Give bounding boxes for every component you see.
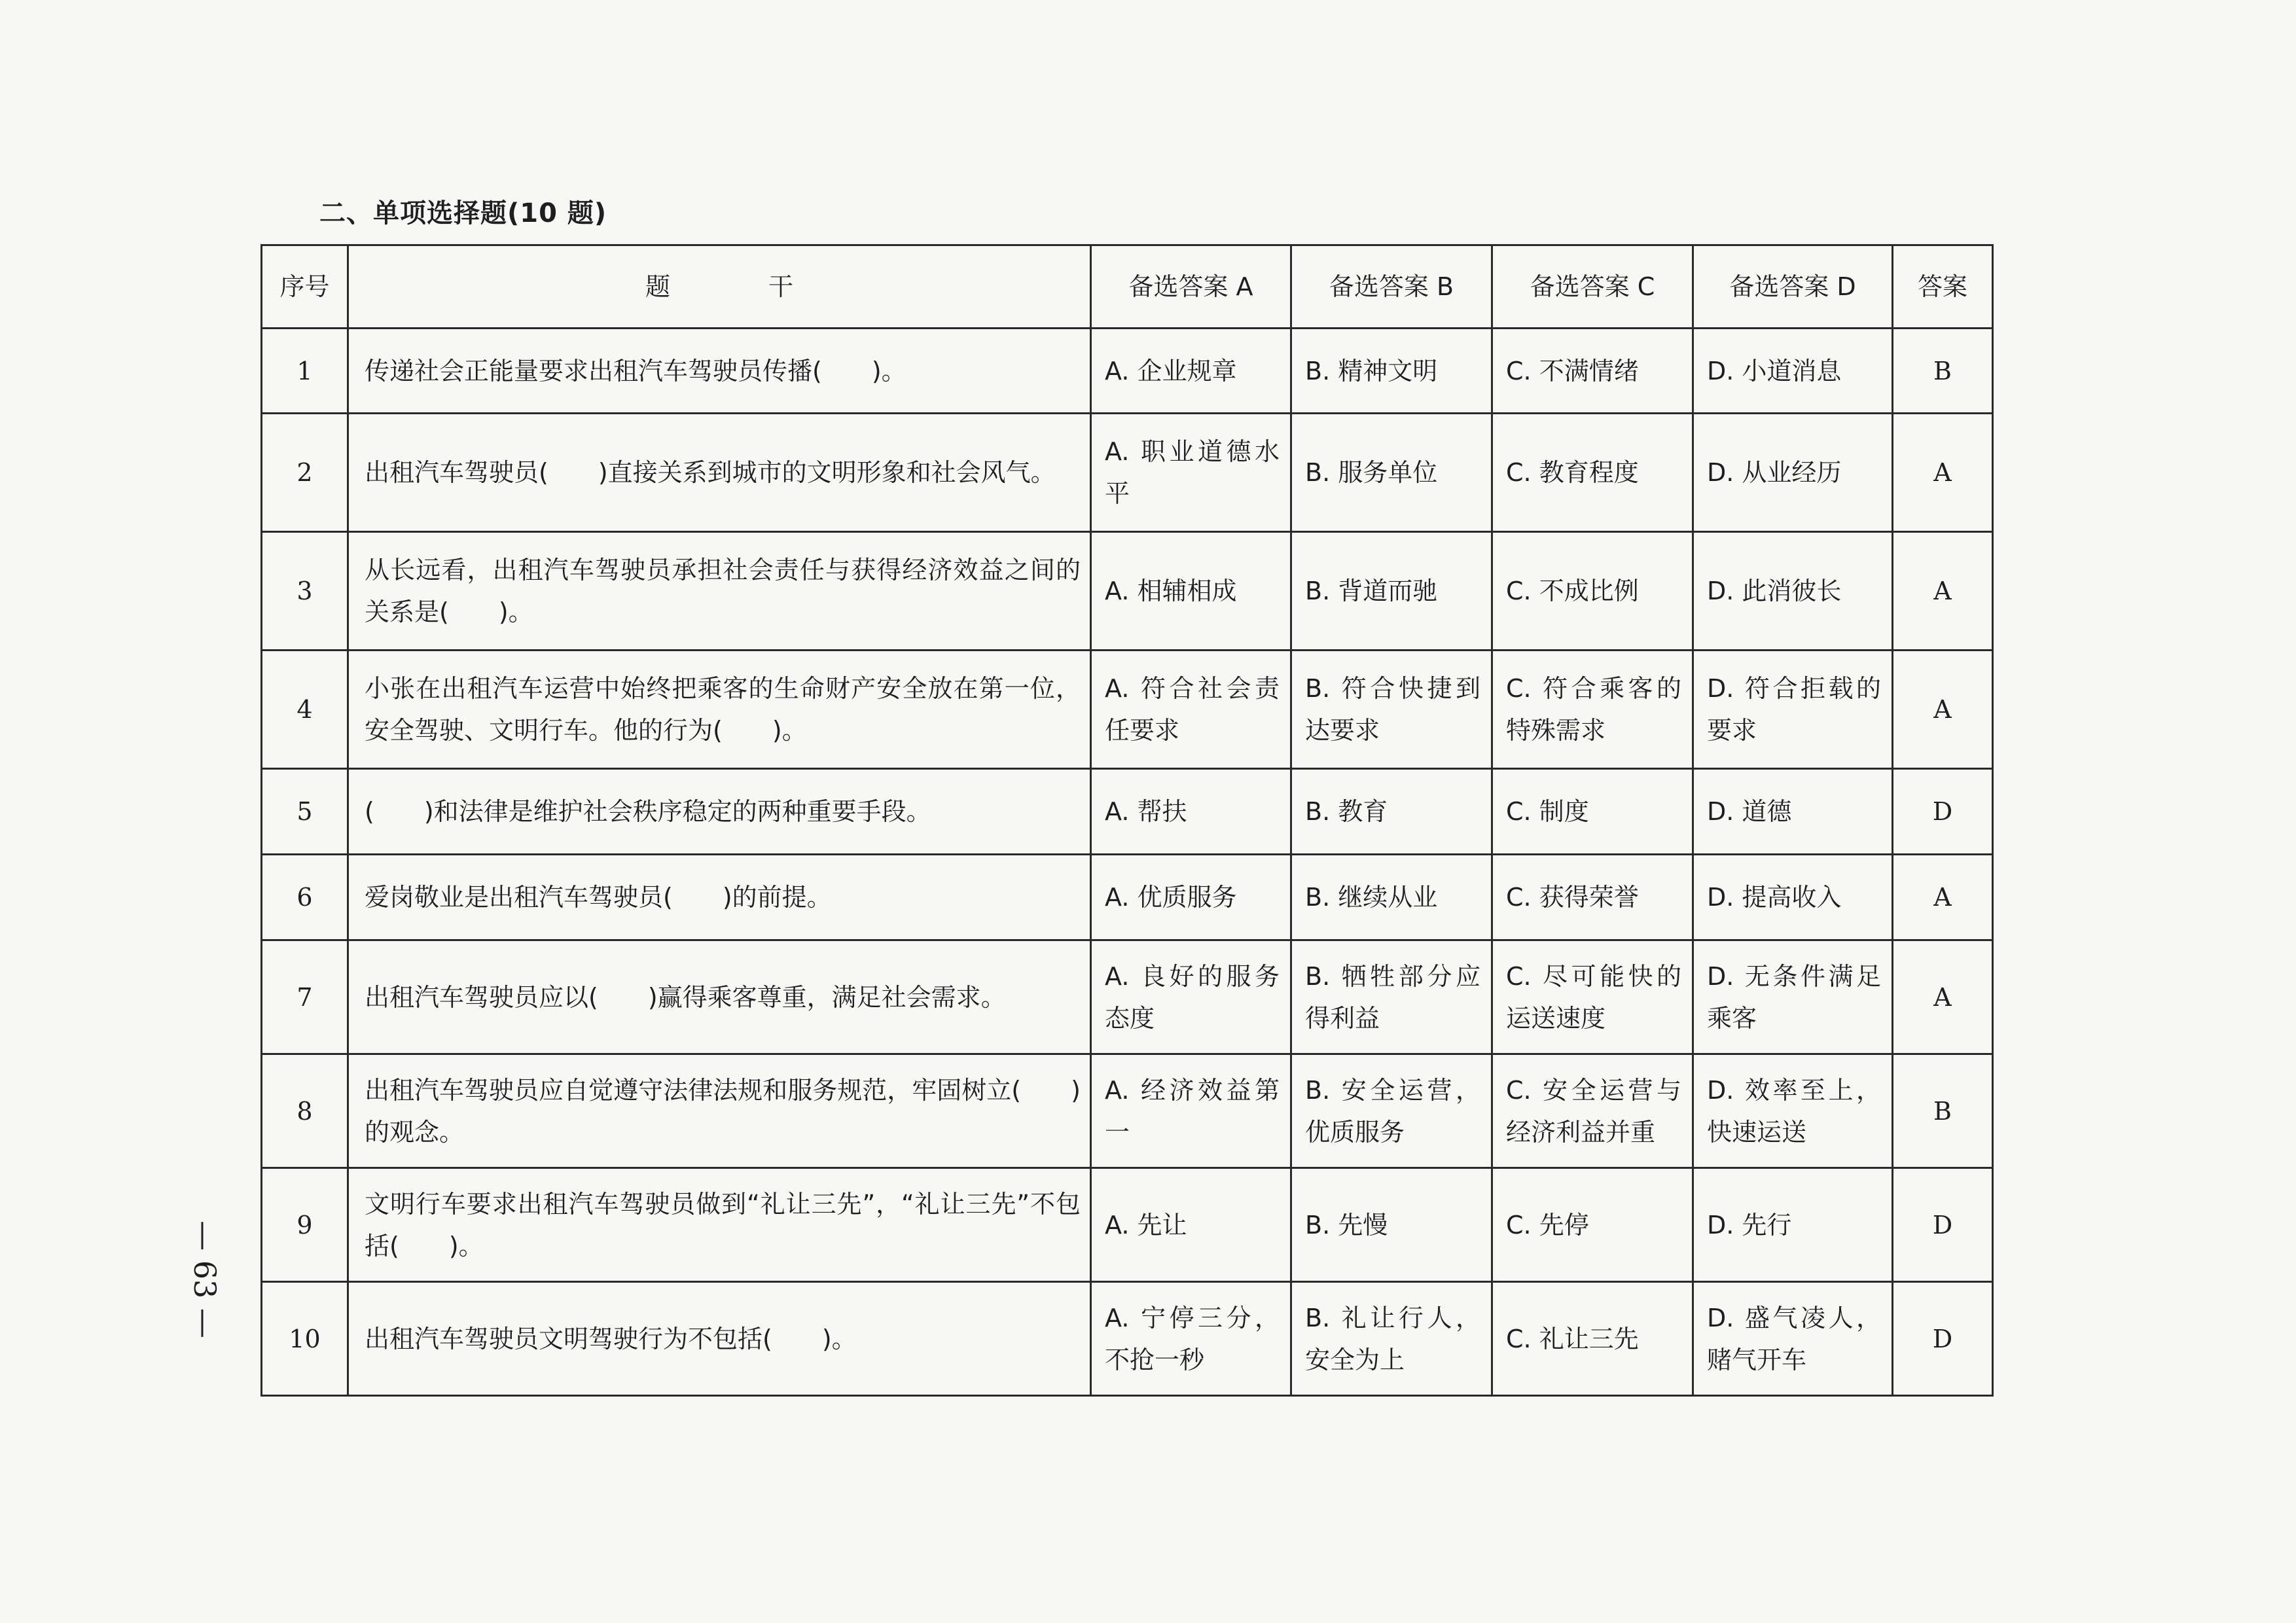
option-d: D. 盛气凌人，赌气开车 [1693, 1282, 1893, 1396]
table-header-row [262, 245, 1993, 329]
option-c: C. 教育程度 [1492, 414, 1693, 532]
header-option-c: 备选答案 C [1492, 245, 1693, 329]
option-c: C. 礼让三先 [1492, 1282, 1693, 1396]
answer: A [1893, 940, 1993, 1054]
option-b: B. 继续从业 [1291, 855, 1492, 940]
answer: A [1893, 532, 1993, 651]
answer: A [1893, 855, 1993, 940]
page-number: — 63 — [187, 1221, 223, 1338]
answer: D [1893, 1282, 1993, 1396]
option-a: A. 符合社会责任要求 [1091, 651, 1291, 769]
question-stem: ( )和法律是维护社会秩序稳定的两种重要手段。 [348, 769, 1091, 855]
question-number: 2 [262, 414, 348, 532]
option-c: C. 尽可能快的运送速度 [1492, 940, 1693, 1054]
question-number: 10 [262, 1282, 348, 1396]
header-answer: 答案 [1893, 245, 1993, 329]
option-b: B. 先慢 [1291, 1168, 1492, 1282]
option-c: C. 安全运营与经济利益并重 [1492, 1054, 1693, 1168]
question-stem: 出租汽车驾驶员文明驾驶行为不包括( )。 [348, 1282, 1091, 1396]
option-b: B. 教育 [1291, 769, 1492, 855]
table-row [262, 940, 1993, 1054]
option-a: A. 宁停三分，不抢一秒 [1091, 1282, 1291, 1396]
table-row [262, 1168, 1993, 1282]
question-stem: 小张在出租汽车运营中始终把乘客的生命财产安全放在第一位，安全驾驶、文明行车。他的行为( )。 [348, 651, 1091, 769]
header-option-a: 备选答案 A [1091, 245, 1291, 329]
header-stem: 题干 [348, 245, 1091, 329]
question-table [260, 244, 1994, 1397]
question-stem: 从长远看，出租汽车驾驶员承担社会责任与获得经济效益之间的关系是( )。 [348, 532, 1091, 651]
header-option-d: 备选答案 D [1693, 245, 1893, 329]
option-c: C. 不成比例 [1492, 532, 1693, 651]
question-number: 5 [262, 769, 348, 855]
option-b: B. 服务单位 [1291, 414, 1492, 532]
question-number: 8 [262, 1054, 348, 1168]
option-d: D. 效率至上，快速运送 [1693, 1054, 1893, 1168]
question-number: 7 [262, 940, 348, 1054]
option-d: D. 提高收入 [1693, 855, 1893, 940]
option-c: C. 获得荣誉 [1492, 855, 1693, 940]
question-stem: 传递社会正能量要求出租汽车驾驶员传播( )。 [348, 329, 1091, 414]
option-a: A. 企业规章 [1091, 329, 1291, 414]
header-option-b: 备选答案 B [1291, 245, 1492, 329]
option-d: D. 道德 [1693, 769, 1893, 855]
question-stem: 出租汽车驾驶员( )直接关系到城市的文明形象和社会风气。 [348, 414, 1091, 532]
option-a: A. 相辅相成 [1091, 532, 1291, 651]
table-row [262, 532, 1993, 651]
table-row [262, 855, 1993, 940]
option-d: D. 无条件满足乘客 [1693, 940, 1893, 1054]
question-stem: 爱岗敬业是出租汽车驾驶员( )的前提。 [348, 855, 1091, 940]
question-number: 4 [262, 651, 348, 769]
option-b: B. 精神文明 [1291, 329, 1492, 414]
option-a: A. 经济效益第一 [1091, 1054, 1291, 1168]
table-row [262, 414, 1993, 532]
option-c: C. 制度 [1492, 769, 1693, 855]
header-number: 序号 [262, 245, 348, 329]
option-d: D. 此消彼长 [1693, 532, 1893, 651]
question-number: 3 [262, 532, 348, 651]
table-row [262, 1282, 1993, 1396]
table-row [262, 769, 1993, 855]
option-c: C. 不满情绪 [1492, 329, 1693, 414]
question-stem: 文明行车要求出租汽车驾驶员做到“礼让三先”，“礼让三先”不包括( )。 [348, 1168, 1091, 1282]
answer: D [1893, 1168, 1993, 1282]
answer: B [1893, 329, 1993, 414]
option-c: C. 符合乘客的特殊需求 [1492, 651, 1693, 769]
option-a: A. 优质服务 [1091, 855, 1291, 940]
option-b: B. 牺牲部分应得利益 [1291, 940, 1492, 1054]
answer: A [1893, 651, 1993, 769]
table-row [262, 1054, 1993, 1168]
option-d: D. 小道消息 [1693, 329, 1893, 414]
option-b: B. 礼让行人，安全为上 [1291, 1282, 1492, 1396]
question-stem: 出租汽车驾驶员应自觉遵守法律法规和服务规范，牢固树立( )的观念。 [348, 1054, 1091, 1168]
option-b: B. 安全运营，优质服务 [1291, 1054, 1492, 1168]
table-row [262, 651, 1993, 769]
question-number: 6 [262, 855, 348, 940]
answer: A [1893, 414, 1993, 532]
option-b: B. 背道而驰 [1291, 532, 1492, 651]
option-a: A. 先让 [1091, 1168, 1291, 1282]
option-d: D. 符合拒载的要求 [1693, 651, 1893, 769]
answer: D [1893, 769, 1993, 855]
answer: B [1893, 1054, 1993, 1168]
question-number: 1 [262, 329, 348, 414]
option-a: A. 职业道德水平 [1091, 414, 1291, 532]
option-a: A. 良好的服务态度 [1091, 940, 1291, 1054]
option-d: D. 从业经历 [1693, 414, 1893, 532]
option-b: B. 符合快捷到达要求 [1291, 651, 1492, 769]
option-c: C. 先停 [1492, 1168, 1693, 1282]
question-number: 9 [262, 1168, 348, 1282]
option-a: A. 帮扶 [1091, 769, 1291, 855]
question-stem: 出租汽车驾驶员应以( )赢得乘客尊重，满足社会需求。 [348, 940, 1091, 1054]
option-d: D. 先行 [1693, 1168, 1893, 1282]
section-title: 二、单项选择题(10 题) [319, 198, 607, 228]
table-row [262, 329, 1993, 414]
